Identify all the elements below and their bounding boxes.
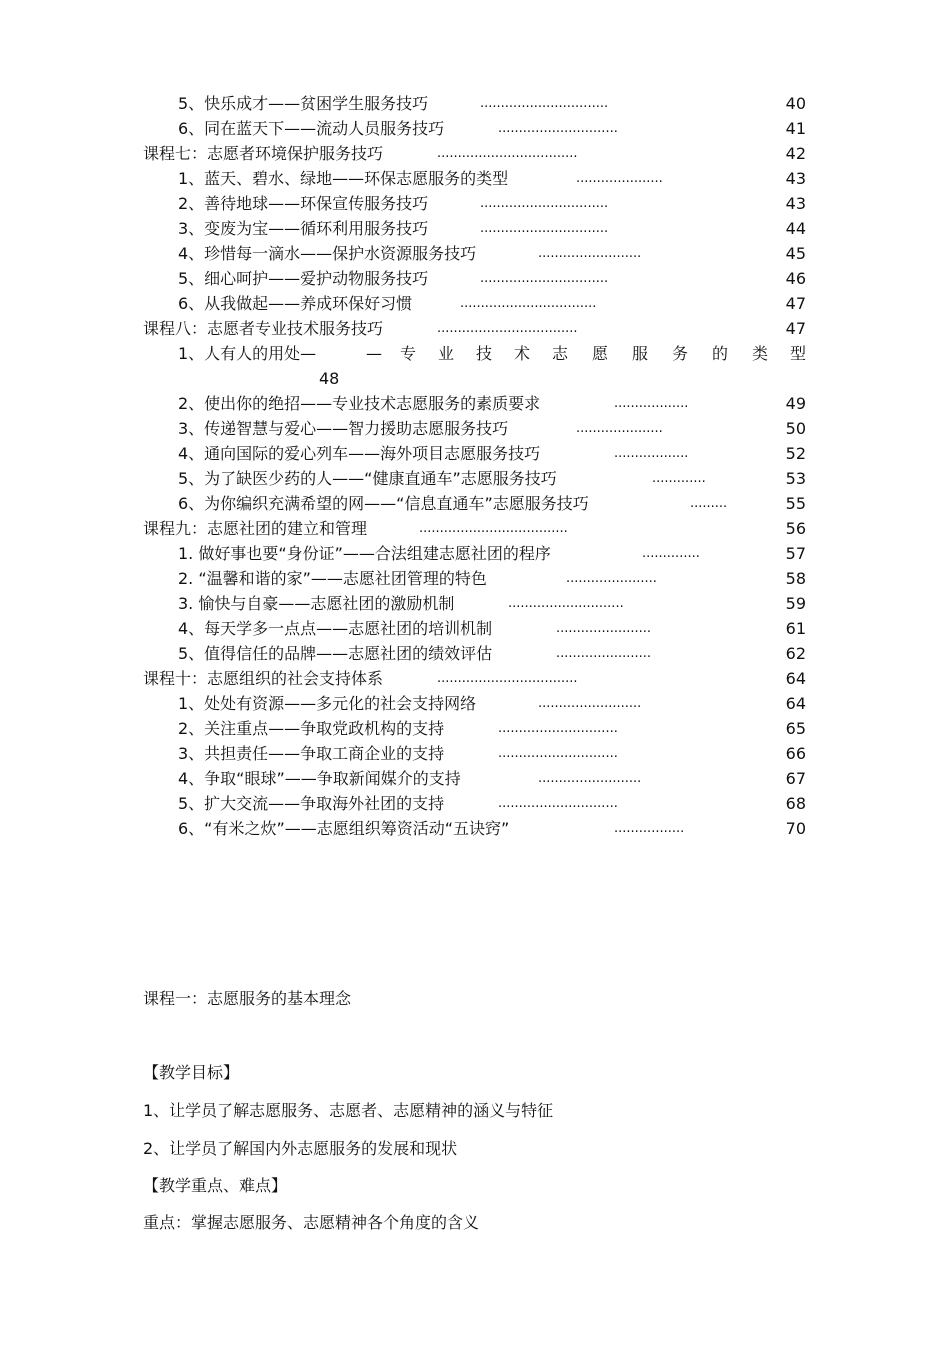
toc-entry-page: 62 [785,644,806,663]
toc-entry [178,717,806,741]
toc-entry-page: 64 [785,694,806,713]
toc-entry-page: 47 [785,319,806,338]
toc-entry-page: 55 [785,494,806,513]
goal-item: 2、让学员了解国内外志愿服务的发展和现状 [143,1139,458,1158]
toc-entry-leader: ............................. [498,721,618,736]
toc-entry-title: 2、善待地球——环保宣传服务技巧 [178,194,429,213]
toc-entry-title: 2. “温馨和谐的家”——志愿社团管理的特色 [178,569,487,588]
toc-entry-title: 2、使出你的绝招——专业技术志愿服务的素质要求 [178,394,541,413]
toc-entry [178,292,806,316]
toc-entry [178,167,806,191]
toc-entry-title: 5、值得信任的品牌——志愿社团的绩效评估 [178,644,493,663]
toc-entry-title: 课程九：志愿社团的建立和管理 [143,519,368,538]
toc-entry [178,242,806,266]
toc-entry-page: 40 [785,94,806,113]
key-point-text: 重点：掌握志愿服务、志愿精神各个角度的含义 [143,1213,480,1232]
toc-entry-page: 53 [785,469,806,488]
toc-entry-title: 1. 做好事也要“身份证”——合法组建志愿社团的程序 [178,544,551,563]
toc-entry-page: 45 [785,244,806,263]
toc-entry-title: 6、同在蓝天下——流动人员服务技巧 [178,119,445,138]
toc-entry-title-part: 技 [476,344,493,363]
toc-entry-leader: ............................... [480,271,609,286]
toc-entry [178,392,806,416]
toc-entry-title: 3、传递智慧与爱心——智力援助志愿服务技巧 [178,419,509,438]
toc-entry-leader: ............................. [498,796,618,811]
toc-entry-leader: ......................... [538,246,642,261]
toc-entry-page: 43 [785,194,806,213]
toc-entry-leader: ............................. [498,121,618,136]
toc-entry [178,417,806,441]
toc-entry-leader: ............................... [480,196,609,211]
toc-entry [178,692,806,716]
toc-entry [178,217,806,241]
toc-entry-title-part: 志 [552,344,569,363]
toc-entry-title: 3、共担责任——争取工商企业的支持 [178,744,445,763]
toc-entry-title: 5、为了缺医少药的人——“健康直通车”志愿服务技巧 [178,469,557,488]
toc-entry-leader: .............. [642,546,700,561]
toc-entry-page-wrapped [319,367,359,391]
toc-entry [178,642,806,666]
toc-entry-title-part: 型 [790,344,807,363]
toc-entry-leader: ...................... [566,571,657,586]
toc-entry-leader: .................. [614,396,689,411]
toc-entry [143,517,806,541]
toc-entry-page: 66 [785,744,806,763]
toc-entry-leader: .................................. [437,321,578,336]
toc-entry [178,592,806,616]
toc-entry-leader: ..................... [576,421,663,436]
toc-entry [178,442,806,466]
toc-entry-title-part: 的 [712,344,729,363]
toc-entry-leader: ............................... [480,221,609,236]
toc-entry-page: 61 [785,619,806,638]
toc-entry-page: 44 [785,219,806,238]
course-title: 课程一：志愿服务的基本理念 [143,989,352,1008]
toc-entry-title: 4、争取“眼球”——争取新闻媒介的支持 [178,769,461,788]
toc-entry-title: 课程七：志愿者环境保护服务技巧 [143,144,384,163]
toc-entry-title: 4、珍惜每一滴水——保护水资源服务技巧 [178,244,477,263]
toc-entry-leader: .................................... [419,521,568,536]
toc-entry-leader: .................................. [437,146,578,161]
toc-entry-title: 5、快乐成才——贫困学生服务技巧 [178,94,429,113]
toc-entry-page: 56 [785,519,806,538]
toc-entry-page: 59 [785,594,806,613]
toc-entry [178,192,806,216]
toc-entry [178,467,806,491]
toc-entry-title: 6、从我做起——养成环保好习惯 [178,294,413,313]
toc-entry [178,267,806,291]
toc-entry-title-part: 愿 [592,344,609,363]
toc-entry-page: 67 [785,769,806,788]
toc-entry-title-part: 类 [752,344,769,363]
toc-entry-leader: ............................... [480,96,609,111]
toc-entry-page: 57 [785,544,806,563]
toc-entry [178,92,806,116]
toc-entry-page: 52 [785,444,806,463]
toc-entry-leader: ............................ [508,596,624,611]
toc-entry [178,742,806,766]
toc-entry-leader: .................................. [437,671,578,686]
toc-entry-title: 6、“有米之炊”——志愿组织筹资活动“五诀窍” [178,819,510,838]
toc-entry-page: 43 [785,169,806,188]
toc-entry-title-part: 专 [400,344,417,363]
toc-entry-title-part: — [366,344,382,363]
toc-entry-title: 5、扩大交流——争取海外社团的支持 [178,794,445,813]
toc-entry-justified [178,342,806,366]
toc-entry-title: 1、蓝天、碧水、绿地——环保志愿服务的类型 [178,169,509,188]
toc-entry-page: 65 [785,719,806,738]
toc-entry [178,617,806,641]
toc-entry-leader: ....................... [556,621,652,636]
toc-entry-title: 6、为你编织充满希望的网——“信息直通车”志愿服务技巧 [178,494,589,513]
toc-entry-leader: ......... [690,496,728,511]
toc-entry-title-part: 业 [438,344,455,363]
toc-entry-leader: ....................... [556,646,652,661]
toc-entry-title: 4、每天学多一点点——志愿社团的培训机制 [178,619,493,638]
toc-entry-title-part: 务 [672,344,689,363]
toc-entry-page: 49 [785,394,806,413]
toc-entry-title: 4、通向国际的爱心列车——海外项目志愿服务技巧 [178,444,541,463]
toc-entry-page: 47 [785,294,806,313]
toc-entry [143,667,806,691]
toc-entry-page: 48 [319,369,340,388]
toc-entry-page: 42 [785,144,806,163]
toc-entry-title-part: 术 [514,344,531,363]
toc-entry-page: 41 [785,119,806,138]
toc-entry [178,117,806,141]
toc-entry-title: 课程八：志愿者专业技术服务技巧 [143,319,384,338]
toc-entry [178,492,806,516]
toc-entry-title: 3. 愉快与自豪——志愿社团的激励机制 [178,594,455,613]
toc-entry-title-part: 1、人有人的用处— [178,344,317,363]
toc-entry [178,792,806,816]
toc-entry-title: 1、处处有资源——多元化的社会支持网络 [178,694,477,713]
toc-entry [143,317,806,341]
section-heading-key-points: 【教学重点、难点】 [143,1176,288,1195]
toc-entry [178,817,806,841]
toc-entry [178,567,806,591]
toc-entry-leader: ......................... [538,771,642,786]
section-heading-goals: 【教学目标】 [143,1063,240,1082]
toc-entry-title: 2、关注重点——争取党政机构的支持 [178,719,445,738]
toc-entry-leader: ............................. [498,746,618,761]
toc-entry-title: 课程十：志愿组织的社会支持体系 [143,669,384,688]
toc-entry-title: 5、细心呵护——爱护动物服务技巧 [178,269,429,288]
toc-entry-leader: ................. [614,821,685,836]
toc-entry-page: 64 [785,669,806,688]
toc-entry-page: 50 [785,419,806,438]
toc-entry [178,767,806,791]
toc-entry [143,142,806,166]
toc-entry-leader: ..................... [576,171,663,186]
toc-entry [178,542,806,566]
toc-entry-title-part: 服 [632,344,649,363]
toc-entry-page: 46 [785,269,806,288]
toc-entry-page: 70 [785,819,806,838]
toc-entry-leader: ................................. [460,296,597,311]
goal-item: 1、让学员了解志愿服务、志愿者、志愿精神的涵义与特征 [143,1101,554,1120]
toc-entry-page: 68 [785,794,806,813]
toc-entry-leader: ............. [652,471,706,486]
toc-entry-leader: ......................... [538,696,642,711]
toc-entry-page: 58 [785,569,806,588]
toc-entry-leader: .................. [614,446,689,461]
toc-entry-title: 3、变废为宝——循环利用服务技巧 [178,219,429,238]
